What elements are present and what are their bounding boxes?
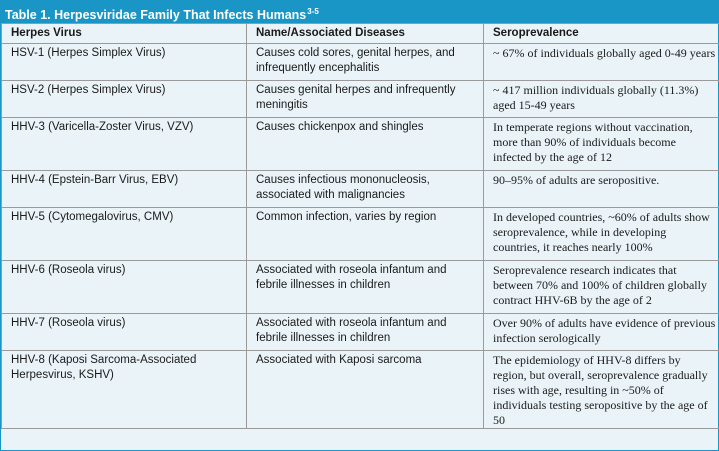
table-row	[2, 44, 719, 81]
table-title: Table 1. Herpesviridae Family That Infects Humans	[5, 8, 307, 22]
table-row	[2, 314, 719, 351]
table-row	[2, 208, 719, 261]
table-row	[2, 81, 719, 118]
diseases-cell: Causes chickenpox and shingles	[247, 118, 484, 171]
table-title-bar	[1, 1, 718, 23]
column-header-seroprevalence: Seroprevalence	[484, 24, 719, 44]
seroprevalence-cell: ~ 417 million individuals globally (11.3%) aged 15-49 years	[484, 81, 719, 118]
virus-cell: HHV-5 (Cytomegalovirus, CMV)	[2, 208, 247, 261]
seroprevalence-cell: The epidemiology of HHV-8 differs by region, but overall, seroprevalence gradually rises with age, resulting in ~50% of individuals testing seropositive by the age of 50	[484, 351, 719, 429]
seroprevalence-cell: Seroprevalence research indicates that between 70% and 100% of children globally contract HHV-6B by the age of 2	[484, 261, 719, 314]
column-header-virus: Herpes Virus	[2, 24, 247, 44]
diseases-cell: Associated with Kaposi sarcoma	[247, 351, 484, 429]
virus-cell: HHV-6 (Roseola virus)	[2, 261, 247, 314]
data-table	[1, 23, 719, 429]
seroprevalence-cell: ~ 67% of individuals globally aged 0-49 years	[484, 44, 719, 81]
table-row	[2, 261, 719, 314]
diseases-cell: Causes cold sores, genital herpes, and infrequently encephalitis	[247, 44, 484, 81]
virus-cell: HHV-8 (Kaposi Sarcoma-Associated Herpesvirus, KSHV)	[2, 351, 247, 429]
diseases-cell: Causes infectious mononucleosis, associated with malignancies	[247, 171, 484, 208]
column-header-diseases: Name/Associated Diseases	[247, 24, 484, 44]
table-row	[2, 171, 719, 208]
seroprevalence-cell: In developed countries, ~60% of adults show seroprevalence, while in developing countries, it reaches nearly 100%	[484, 208, 719, 261]
table-title-citation: 3-5	[307, 7, 319, 16]
virus-cell: HSV-1 (Herpes Simplex Virus)	[2, 44, 247, 81]
virus-cell: HHV-3 (Varicella-Zoster Virus, VZV)	[2, 118, 247, 171]
header-row	[2, 24, 719, 44]
diseases-cell: Associated with roseola infantum and febrile illnesses in children	[247, 261, 484, 314]
seroprevalence-cell: Over 90% of adults have evidence of previous infection serologically	[484, 314, 719, 351]
diseases-cell: Associated with roseola infantum and febrile illnesses in children	[247, 314, 484, 351]
table-row	[2, 351, 719, 429]
diseases-cell: Common infection, varies by region	[247, 208, 484, 261]
table-row	[2, 118, 719, 171]
virus-cell: HHV-7 (Roseola virus)	[2, 314, 247, 351]
virus-cell: HHV-4 (Epstein-Barr Virus, EBV)	[2, 171, 247, 208]
diseases-cell: Causes genital herpes and infrequently meningitis	[247, 81, 484, 118]
seroprevalence-cell: 90–95% of adults are seropositive.	[484, 171, 719, 208]
seroprevalence-cell: In temperate regions without vaccination, more than 90% of individuals become infected by the age of 12	[484, 118, 719, 171]
virus-cell: HSV-2 (Herpes Simplex Virus)	[2, 81, 247, 118]
